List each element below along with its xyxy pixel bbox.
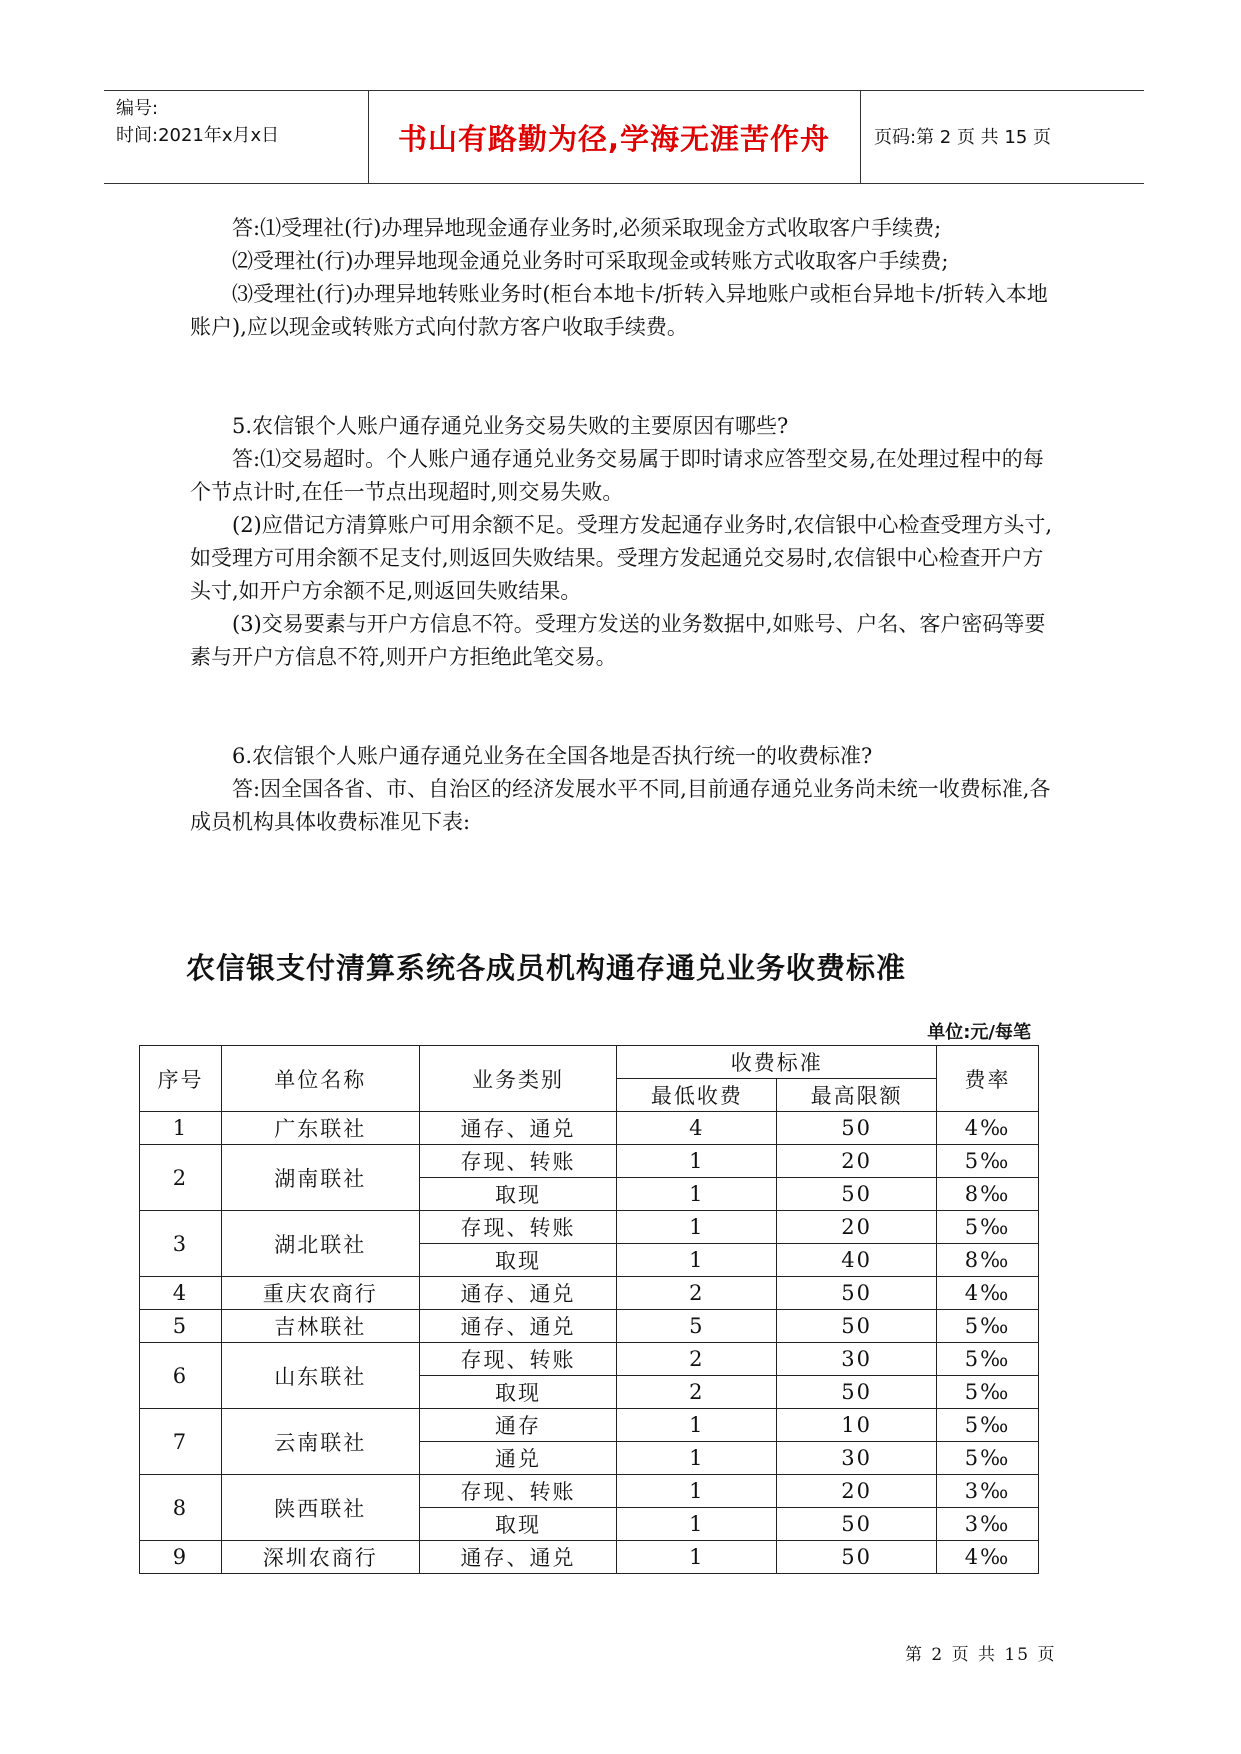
header-meta (116, 95, 279, 149)
header-rate: 费率 (937, 1046, 1039, 1112)
cell-biz-type: 通存、通兑 (419, 1112, 617, 1145)
cell-rate: 8‰ (937, 1244, 1039, 1277)
cell-biz-type: 通存 (419, 1409, 617, 1442)
cell-rate: 3‰ (937, 1508, 1039, 1541)
table-row (140, 1112, 1039, 1145)
header-divider (860, 91, 861, 183)
fee-table-body (140, 1112, 1039, 1574)
table-row (140, 1409, 1039, 1442)
cell-biz-type: 取现 (419, 1376, 617, 1409)
cell-biz-type: 存现、转账 (419, 1211, 617, 1244)
answer-paragraph: ⑶受理社(行)办理异地转账业务时(柜台本地卡/折转入异地账户或柜台异地卡/折转入本地账户),应以现金或转账方式向付款方客户收取手续费。 (190, 282, 1048, 339)
cell-biz-type: 取现 (419, 1244, 617, 1277)
cell-biz-type: 存现、转账 (419, 1475, 617, 1508)
header-page-label: 页码:第 2 页 共 15 页 (874, 127, 1052, 148)
question-heading: 6.农信银个人账户通存通兑业务在全国各地是否执行统一的收费标准? (232, 744, 873, 768)
question-heading: 5.农信银个人账户通存通兑业务交易失败的主要原因有哪些? (232, 414, 789, 438)
answer-paragraph: 答:⑴受理社(行)办理异地现金通存业务时,必须采取现金方式收取客户手续费; (232, 216, 942, 240)
cell-unit-name: 湖北联社 (221, 1211, 419, 1277)
cell-rate: 5‰ (937, 1376, 1039, 1409)
cell-max-fee: 40 (777, 1244, 937, 1277)
table-unit: 单位:元/每笔 (927, 1022, 1031, 1043)
cell-rate: 5‰ (937, 1310, 1039, 1343)
cell-biz-type: 通存、通兑 (419, 1310, 617, 1343)
answer-paragraph: 答:因全国各省、市、自治区的经济发展水平不同,目前通存通兑业务尚未统一收费标准,各成员机构具体收费标准见下表: (190, 777, 1051, 834)
header-biz-type: 业务类别 (419, 1046, 617, 1112)
answer-paragraph: (3)交易要素与开户方信息不符。受理方发送的业务数据中,如账号、户名、客户密码等要素与开户方信息不符,则开户方拒绝此笔交易。 (190, 612, 1046, 669)
table-row (140, 1310, 1039, 1343)
cell-max-fee: 10 (777, 1409, 937, 1442)
header-time-label: 时间:2021年x月x日 (116, 125, 280, 146)
cell-seq: 6 (140, 1343, 222, 1409)
cell-min-fee: 5 (617, 1310, 777, 1343)
table-row (140, 1475, 1039, 1508)
cell-unit-name: 吉林联社 (221, 1310, 419, 1343)
cell-unit-name: 重庆农商行 (221, 1277, 419, 1310)
cell-min-fee: 1 (617, 1508, 777, 1541)
cell-min-fee: 1 (617, 1145, 777, 1178)
cell-max-fee: 50 (777, 1112, 937, 1145)
cell-rate: 5‰ (937, 1343, 1039, 1376)
cell-max-fee: 50 (777, 1376, 937, 1409)
cell-rate: 3‰ (937, 1475, 1039, 1508)
cell-seq: 4 (140, 1277, 222, 1310)
cell-unit-name: 云南联社 (221, 1409, 419, 1475)
cell-min-fee: 1 (617, 1178, 777, 1211)
cell-biz-type: 取现 (419, 1178, 617, 1211)
cell-rate: 4‰ (937, 1112, 1039, 1145)
cell-min-fee: 1 (617, 1244, 777, 1277)
table-row (140, 1211, 1039, 1244)
cell-rate: 8‰ (937, 1178, 1039, 1211)
cell-rate: 5‰ (937, 1145, 1039, 1178)
cell-unit-name: 陕西联社 (221, 1475, 419, 1541)
cell-max-fee: 20 (777, 1475, 937, 1508)
cell-min-fee: 2 (617, 1376, 777, 1409)
cell-unit-name: 湖南联社 (221, 1145, 419, 1211)
cell-min-fee: 4 (617, 1112, 777, 1145)
cell-seq: 7 (140, 1409, 222, 1475)
answer-paragraph: (2)应借记方清算账户可用余额不足。受理方发起通存业务时,农信银中心检查受理方头寸,如受理方可用余额不足支付,则返回失败结果。受理方发起通兑交易时,农信银中心检查开户方头寸,如开户方余额不足,则返回失败结果。 (190, 513, 1053, 603)
answer-paragraph: ⑵受理社(行)办理异地现金通兑业务时可采取现金或转账方式收取客户手续费; (232, 249, 949, 273)
cell-max-fee: 30 (777, 1442, 937, 1475)
answer-paragraph: 答:⑴交易超时。个人账户通存通兑业务交易属于即时请求应答型交易,在处理过程中的每个节点计时,在任一节点出现超时,则交易失败。 (190, 447, 1044, 504)
cell-max-fee: 50 (777, 1541, 937, 1574)
cell-seq: 1 (140, 1112, 222, 1145)
cell-seq: 8 (140, 1475, 222, 1541)
cell-biz-type: 通兑 (419, 1442, 617, 1475)
header-unit-name: 单位名称 (221, 1046, 419, 1112)
table-row (140, 1343, 1039, 1376)
document-body (190, 212, 1060, 839)
table-row (140, 1541, 1039, 1574)
page-header (104, 90, 1144, 184)
cell-rate: 5‰ (937, 1442, 1039, 1475)
header-max-fee: 最高限额 (777, 1079, 937, 1112)
cell-rate: 4‰ (937, 1277, 1039, 1310)
cell-min-fee: 1 (617, 1211, 777, 1244)
table-title: 农信银支付清算系统各成员机构通存通兑业务收费标准 (186, 951, 907, 985)
cell-min-fee: 2 (617, 1277, 777, 1310)
header-motto: 书山有路勤为径,学海无涯苦作舟 (397, 122, 831, 156)
cell-seq: 3 (140, 1211, 222, 1277)
cell-min-fee: 1 (617, 1409, 777, 1442)
cell-min-fee: 1 (617, 1442, 777, 1475)
cell-unit-name: 深圳农商行 (221, 1541, 419, 1574)
cell-biz-type: 存现、转账 (419, 1145, 617, 1178)
cell-max-fee: 50 (777, 1277, 937, 1310)
cell-rate: 4‰ (937, 1541, 1039, 1574)
cell-biz-type: 通存、通兑 (419, 1541, 617, 1574)
cell-biz-type: 通存、通兑 (419, 1277, 617, 1310)
table-row (140, 1145, 1039, 1178)
cell-biz-type: 存现、转账 (419, 1343, 617, 1376)
cell-max-fee: 50 (777, 1310, 937, 1343)
cell-rate: 5‰ (937, 1211, 1039, 1244)
header-seq: 序号 (140, 1046, 222, 1112)
cell-min-fee: 1 (617, 1475, 777, 1508)
header-min-fee: 最低收费 (617, 1079, 777, 1112)
cell-min-fee: 2 (617, 1343, 777, 1376)
cell-unit-name: 广东联社 (221, 1112, 419, 1145)
cell-rate: 5‰ (937, 1409, 1039, 1442)
cell-unit-name: 山东联社 (221, 1343, 419, 1409)
cell-biz-type: 取现 (419, 1508, 617, 1541)
cell-max-fee: 50 (777, 1508, 937, 1541)
cell-seq: 5 (140, 1310, 222, 1343)
cell-max-fee: 30 (777, 1343, 937, 1376)
cell-max-fee: 20 (777, 1145, 937, 1178)
fee-table-header (140, 1046, 1039, 1112)
header-fee-standard: 收费标准 (617, 1046, 937, 1079)
cell-seq: 2 (140, 1145, 222, 1211)
fee-table (139, 1045, 1039, 1574)
page-footer: 第 2 页 共 15 页 (905, 1645, 1057, 1665)
header-number-label: 编号: (116, 98, 159, 119)
cell-min-fee: 1 (617, 1541, 777, 1574)
cell-max-fee: 50 (777, 1178, 937, 1211)
table-row (140, 1277, 1039, 1310)
cell-max-fee: 20 (777, 1211, 937, 1244)
cell-seq: 9 (140, 1541, 222, 1574)
